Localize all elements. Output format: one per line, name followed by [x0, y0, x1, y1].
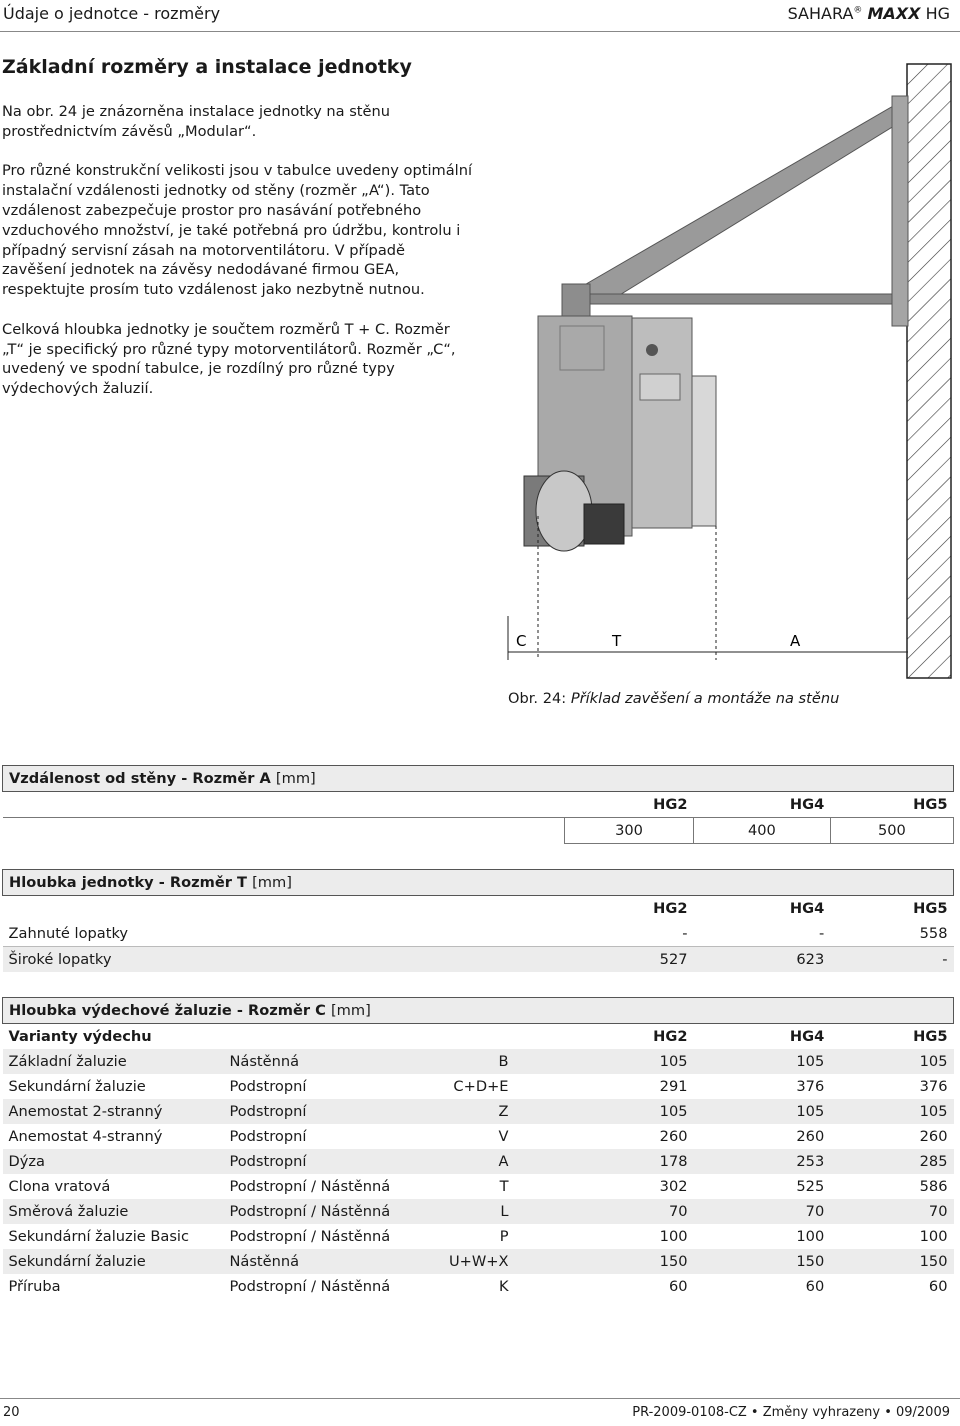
table-row [3, 947, 954, 973]
variant-code: Z [396, 1099, 564, 1124]
cell-hg2: 150 [565, 1249, 694, 1274]
row-name: Zahnuté lopatky [3, 921, 565, 947]
cell-hg4: 150 [694, 1249, 831, 1274]
col-hg4: HG4 [789, 1028, 825, 1045]
section-header-a [3, 766, 954, 792]
table-row [3, 1174, 954, 1199]
label-c: C [516, 632, 527, 650]
mount-type: Podstropní / Nástěnná [229, 1228, 391, 1245]
mount-type: Nástěnná [223, 1249, 396, 1274]
cell-hg5: 105 [830, 1049, 953, 1074]
cell-hg2: 105 [565, 1099, 694, 1124]
wall-mount-figure [500, 56, 960, 696]
table-row [3, 1149, 954, 1174]
cell-hg4: - [694, 921, 831, 947]
variant-code: K [498, 1278, 509, 1295]
variants-label: Varianty výdechu [8, 1028, 152, 1045]
row-name: Široké lopatky [3, 947, 565, 973]
cell-hg2: 260 [659, 1128, 688, 1145]
t-column-headers [3, 896, 954, 922]
footer-divider [0, 1398, 960, 1399]
section-c-unit: [mm] [330, 1002, 371, 1019]
row-name: Sekundární žaluzie [3, 1249, 224, 1274]
wall-hatching [907, 64, 951, 678]
bracket-arm [562, 98, 907, 298]
junction-box [640, 374, 680, 400]
cell-hg5: 558 [830, 921, 953, 947]
bracket-rail [562, 294, 907, 304]
variant-code: C+D+E [453, 1078, 509, 1095]
cell-hg4: 60 [805, 1278, 825, 1295]
section-a-unit: [mm] [275, 770, 316, 787]
dimensions-table [2, 765, 954, 1299]
section-header-c [3, 998, 954, 1024]
cell-hg4: 623 [694, 947, 831, 973]
mount-type: Podstropní [223, 1149, 396, 1174]
variant-code: P [499, 1228, 509, 1245]
cell-hg5: 100 [919, 1228, 948, 1245]
unit-body [632, 318, 692, 528]
col-hg2: HG2 [653, 900, 688, 917]
registered-mark: ® [853, 5, 863, 16]
col-hg4: HG4 [789, 796, 825, 813]
cell-hg5: 105 [830, 1099, 953, 1124]
mount-type: Podstropní [229, 1078, 307, 1095]
cell-hg2: - [565, 921, 694, 947]
variant-code: B [396, 1049, 564, 1074]
cell-hg2: 105 [565, 1049, 694, 1074]
brand-name: SAHARA [787, 4, 854, 23]
cell-hg5: 376 [919, 1078, 948, 1095]
section-a-title: Vzdálenost od stěny - Rozměr A [9, 770, 271, 787]
row-name: Anemostat 4-stranný [8, 1128, 163, 1145]
cell-hg5: 150 [830, 1249, 953, 1274]
section-t-unit: [mm] [252, 874, 292, 891]
variant-code: A [396, 1149, 564, 1174]
a-value-hg4: 400 [694, 818, 831, 844]
row-name: Clona vratová [8, 1178, 111, 1195]
cell-hg5: 260 [919, 1128, 948, 1145]
wall-mount-drawing [500, 56, 960, 696]
cell-hg4: 260 [796, 1128, 825, 1145]
variant-code: T [499, 1178, 509, 1195]
table-row [3, 1274, 954, 1299]
row-name: Anemostat 2-stranný [3, 1099, 224, 1124]
c-rows-body [3, 1049, 954, 1299]
mount-type: Podstropní / Nástěnná [229, 1178, 391, 1195]
label-a: A [790, 632, 801, 650]
footer-doc-info: PR-2009-0108-CZ • Změny vyhrazeny • 09/2009 [632, 1405, 950, 1420]
cell-hg2: 100 [659, 1228, 688, 1245]
cell-hg2: 291 [659, 1078, 688, 1095]
table-row [3, 1224, 954, 1249]
col-hg5: HG5 [913, 796, 948, 813]
intro-text [2, 102, 472, 419]
paragraph-1: Na obr. 24 je znázorněna instalace jednotky na stěnu prostřednictvím závěsů „Modular“. [2, 103, 391, 140]
table-row [3, 1199, 954, 1224]
section-c-title: Hloubka výdechové žaluzie - Rozměr C [9, 1002, 326, 1019]
col-hg2: HG2 [653, 1028, 688, 1045]
caption-prefix: Obr. 24: [508, 690, 567, 707]
mount-type: Podstropní [229, 1128, 307, 1145]
c-column-headers [3, 1024, 954, 1050]
gauge-icon [646, 344, 658, 356]
cell-hg4: 70 [694, 1199, 831, 1224]
wall-plate [892, 96, 908, 326]
variant-code: L [396, 1199, 564, 1224]
row-name: Sekundární žaluzie Basic [8, 1228, 190, 1245]
a-values-row [3, 818, 954, 844]
a-column-headers [3, 792, 954, 818]
cell-hg2: 527 [565, 947, 694, 973]
cell-hg4: 105 [694, 1049, 831, 1074]
model-name: MAXX [867, 4, 921, 23]
header-section-title: Údaje o jednotce - rozměry [3, 4, 221, 23]
cell-hg5: - [830, 947, 953, 973]
cell-hg4: 100 [796, 1228, 825, 1245]
cell-hg2: 70 [565, 1199, 694, 1224]
cell-hg5: 285 [830, 1149, 953, 1174]
paragraph-2: Pro různé konstrukční velikosti jsou v tabulce uvedeny optimální instalační vzdálenosti jednotky od stěny (rozměr „A“). Tato vzdálenost zabezpečuje prostor pro nasávání potřebného vzduchového množství, je také potřebná pro údržbu, kontrolu i případný servisní zásah na motorventilátoru. V případě zavěšení jednotek na závěsy nedodávané firmou GEA, respektujte prosím tuto vzdálenost jako nezbytně nutnou. [2, 162, 473, 299]
fan-guard [692, 376, 716, 526]
a-value-hg2: 300 [565, 818, 694, 844]
table-row [3, 1074, 954, 1099]
section-t-title: Hloubka jednotky - Rozměr T [9, 874, 247, 891]
header-divider [0, 31, 960, 32]
cell-hg4: 376 [796, 1078, 825, 1095]
cell-hg5: 586 [919, 1178, 948, 1195]
table-row [3, 1124, 954, 1149]
figure-caption [508, 690, 839, 707]
cell-hg2: 60 [668, 1278, 688, 1295]
label-t: T [612, 632, 622, 650]
paragraph-3: Celková hloubka jednotky je součtem rozměrů T + C. Rozměr „T“ je specifický pro různé typy motorventilátorů. Rozměr „C“, uvedený ve spodní tabulce, je rozdílný pro různé typy výdechových žaluzií. [2, 320, 456, 398]
section-header-t [3, 870, 954, 896]
table-row [3, 1099, 954, 1124]
cell-hg4: 525 [796, 1178, 825, 1195]
col-hg2: HG2 [653, 796, 688, 813]
cell-hg4: 105 [694, 1099, 831, 1124]
variant-code: U+W+X [396, 1249, 564, 1274]
mount-type: Podstropní / Nástěnná [229, 1278, 391, 1295]
cell-hg2: 178 [565, 1149, 694, 1174]
row-name: Základní žaluzie [3, 1049, 224, 1074]
table-row [3, 921, 954, 947]
col-hg4: HG4 [789, 900, 825, 917]
flue-pipe [562, 284, 590, 320]
table-row [3, 1249, 954, 1274]
cell-hg5: 70 [830, 1199, 953, 1224]
mount-type: Podstropní / Nástěnná [223, 1199, 396, 1224]
mount-type: Podstropní [223, 1099, 396, 1124]
burner-motor [584, 504, 624, 544]
header-product-name [788, 4, 950, 23]
mount-type: Nástěnná [223, 1049, 396, 1074]
variant-code: V [498, 1128, 509, 1145]
row-name: Směrová žaluzie [3, 1199, 224, 1224]
cell-hg5: 60 [928, 1278, 948, 1295]
row-name: Sekundární žaluzie [8, 1078, 146, 1095]
row-name: Příruba [8, 1278, 61, 1295]
table-row [3, 1049, 954, 1074]
row-name: Dýza [3, 1149, 224, 1174]
model-suffix: HG [925, 4, 950, 23]
cell-hg2: 302 [659, 1178, 688, 1195]
col-hg5: HG5 [913, 900, 948, 917]
page-number: 20 [3, 1405, 20, 1420]
a-value-hg5: 500 [830, 818, 953, 844]
page-title: Základní rozměry a instalace jednotky [2, 56, 412, 78]
cell-hg4: 253 [694, 1149, 831, 1174]
caption-text: Příklad zavěšení a montáže na stěnu [570, 690, 840, 707]
col-hg5: HG5 [913, 1028, 948, 1045]
